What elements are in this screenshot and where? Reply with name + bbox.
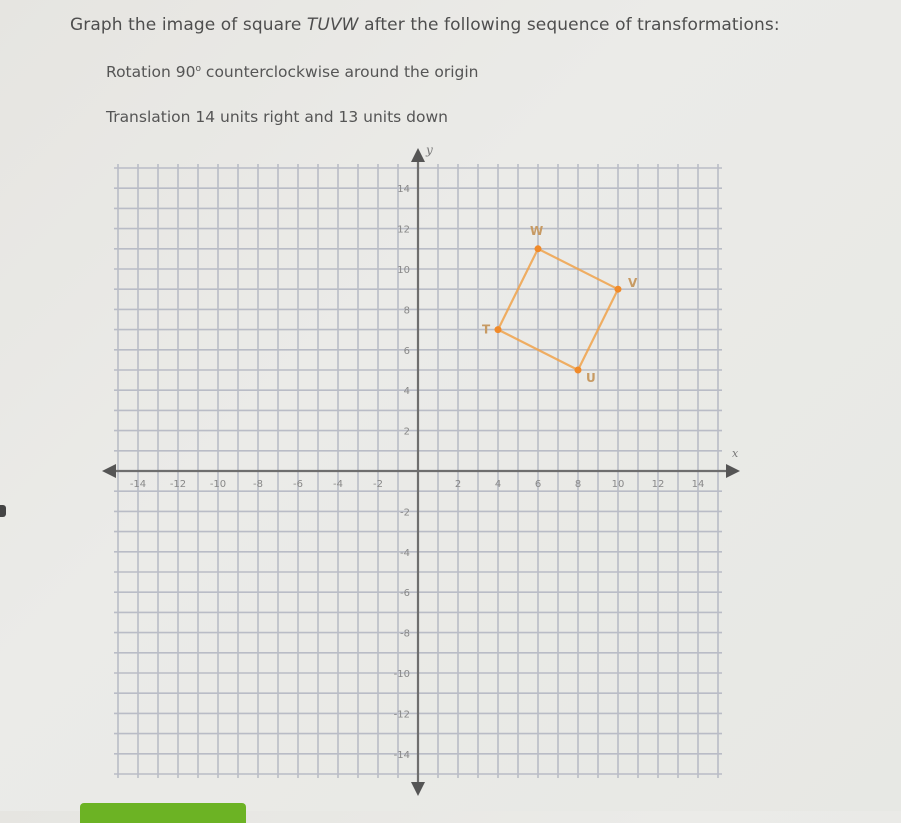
x-tick-label: 14: [691, 479, 705, 490]
square-tuvw[interactable]: [482, 224, 638, 385]
rotation-label: Rotation 90: [106, 63, 196, 81]
x-tick-label: 12: [651, 479, 665, 490]
x-tick-label: -10: [209, 479, 227, 490]
y-tick-label: 6: [403, 345, 410, 357]
vertex-v-point[interactable]: [615, 286, 622, 293]
x-axis-left-arrow-icon: [102, 464, 116, 478]
transformation-step-translation: Translation 14 units right and 13 units down: [106, 108, 449, 126]
y-tick-label: 8: [403, 305, 410, 317]
x-tick-label: 2: [454, 479, 462, 490]
submit-button[interactable]: [80, 803, 246, 823]
x-tick-label: -2: [373, 479, 383, 490]
vertex-t-point[interactable]: [495, 326, 502, 333]
y-tick-label: -2: [400, 507, 410, 519]
y-tick-label: 10: [397, 265, 410, 276]
x-tick-label: -12: [169, 479, 187, 490]
x-tick-label: -6: [293, 479, 303, 490]
x-tick-label: -14: [129, 479, 147, 490]
y-tick-label: 12: [397, 224, 410, 236]
vertex-w-point[interactable]: [535, 245, 542, 252]
rotation-label-suffix: counterclockwise around the origin: [201, 63, 479, 81]
x-tick-label: -8: [253, 479, 263, 490]
y-axis-up-arrow-icon: [411, 148, 425, 162]
y-axis-down-arrow-icon: [411, 782, 425, 796]
vertex-u-label: U: [586, 371, 596, 385]
shape-name: TUVW: [306, 15, 359, 35]
degree-symbol: o: [195, 63, 201, 74]
prompt-suffix: after the following sequence of transformations:: [358, 15, 780, 35]
x-tick-label: 4: [494, 479, 502, 490]
x-tick-label: -4: [333, 479, 343, 490]
x-tick-label: 10: [611, 479, 625, 490]
y-tick-label: 14: [397, 184, 410, 196]
y-tick-label: -8: [400, 628, 410, 640]
prompt-prefix: Graph the image of square: [70, 15, 307, 35]
y-tick-label: -4: [400, 547, 410, 559]
vertex-v-label: V: [628, 276, 638, 291]
x-tick-label: 8: [574, 479, 582, 490]
y-tick-label: -12: [393, 709, 410, 721]
y-tick-label: -6: [400, 588, 410, 600]
y-axis-label: y: [426, 143, 433, 157]
y-tick-label: 4: [403, 386, 410, 398]
y-tick-label: 2: [403, 426, 410, 438]
x-tick-label: 6: [534, 479, 542, 490]
y-tick-label: -14: [393, 749, 410, 761]
vertex-t-label: T: [482, 322, 491, 337]
x-axis-label: x: [732, 447, 739, 460]
vertex-w-label: W: [530, 223, 544, 238]
y-tick-label: -10: [393, 669, 410, 680]
x-axis-right-arrow-icon: [726, 464, 740, 478]
vertex-u-point[interactable]: [575, 367, 582, 374]
